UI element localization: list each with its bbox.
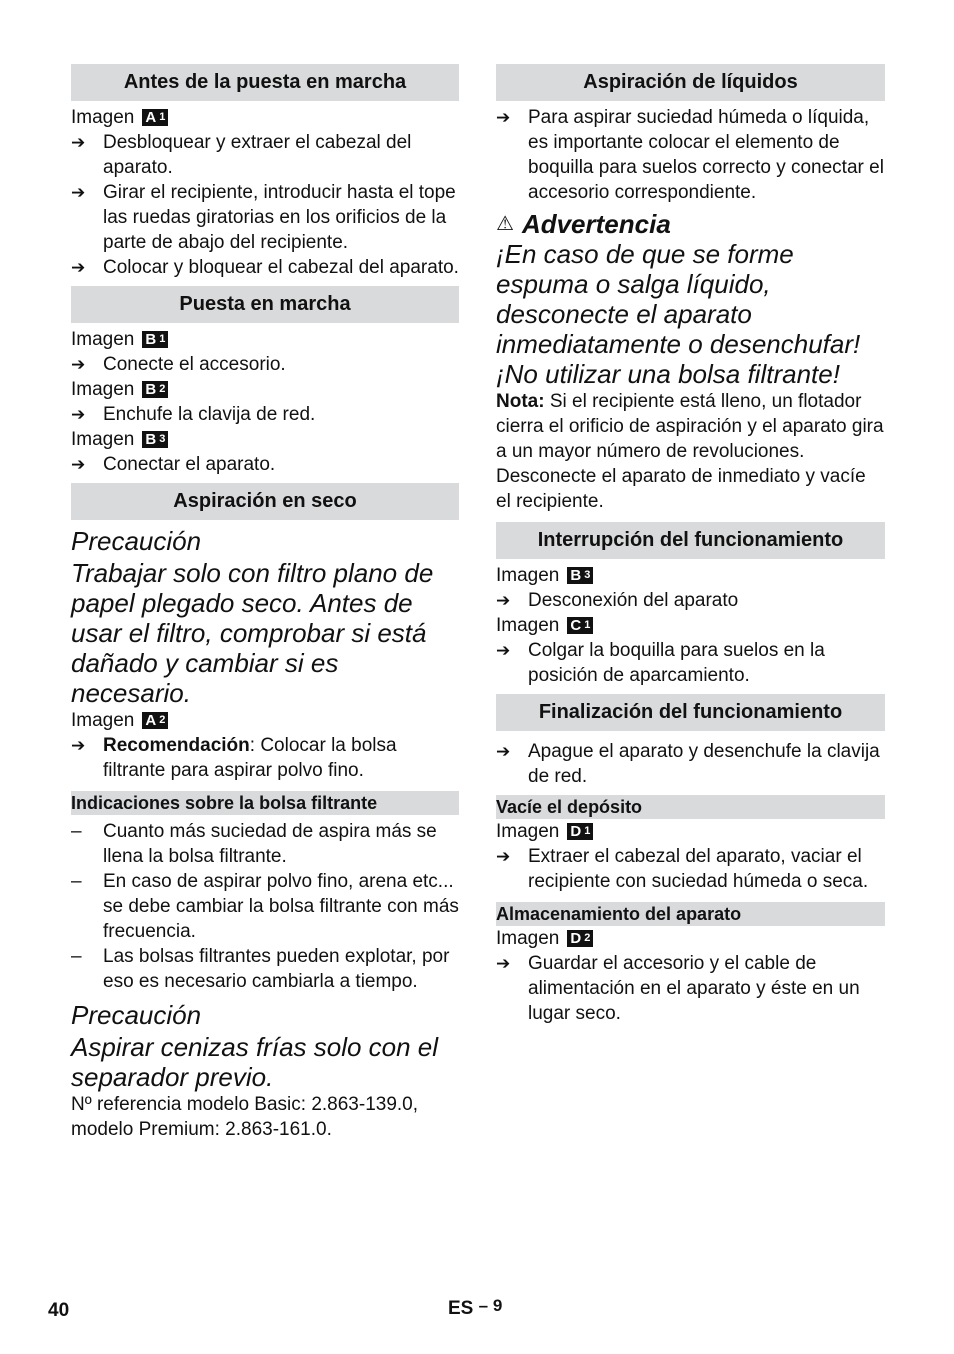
section-title-aspiracion-seco: Aspiración en seco xyxy=(71,483,459,520)
instruction-item: ➔ Colocar y bloquear el cabezal del aparato. xyxy=(71,257,459,278)
section-title-antes: Antes de la puesta en marcha xyxy=(71,64,459,101)
right-column xyxy=(496,64,885,1026)
instruction-item: ➔ Desbloquear y extraer el cabezal del aparato. xyxy=(71,132,412,178)
figure-badge: B 3 xyxy=(142,431,168,448)
instruction-item: ➔ Desconexión del aparato xyxy=(496,590,739,611)
figure-badge: C 1 xyxy=(567,617,593,634)
warning-text: ¡No utilizar una bolsa filtrante! xyxy=(496,359,840,389)
arrow-icon: ➔ xyxy=(496,591,511,610)
figure-badge: B 2 xyxy=(142,381,168,398)
section-title-almacenamiento: Almacenamiento del aparato xyxy=(496,902,885,926)
arrow-icon: ➔ xyxy=(496,641,511,660)
warning-triangle-icon: ⚠ xyxy=(496,213,514,235)
list-item: – Las bolsas filtrantes pueden explotar, por eso es necesario cambiarla a tiempo. xyxy=(71,946,450,992)
reference-text: Nº referencia modelo Basic: 2.863-139.0, modelo Premium: 2.863-161.0. xyxy=(71,1094,419,1140)
section-title-finalizacion: Finalización del funcionamiento xyxy=(496,694,885,731)
arrow-icon: ➔ xyxy=(496,847,511,866)
image-ref: Imagen B 3 xyxy=(496,563,885,588)
arrow-icon: ➔ xyxy=(71,736,86,755)
language-page-indicator: ES – 9 xyxy=(448,1296,503,1319)
arrow-icon: ➔ xyxy=(71,258,86,277)
image-ref: Imagen A 1 xyxy=(71,105,459,130)
figure-badge: B 3 xyxy=(567,567,593,584)
arrow-icon: ➔ xyxy=(71,455,86,474)
section-title-liquidos: Aspiración de líquidos xyxy=(496,64,885,101)
arrow-icon: ➔ xyxy=(71,405,86,424)
instruction-item: ➔ Extraer el cabezal del aparato, vaciar el recipiente con suciedad húmeda o seca. xyxy=(496,846,869,892)
warning-text: ¡En caso de que se forme espuma o salga líquido, desconecte el aparato inmediatamente o desenchufar! xyxy=(496,239,861,359)
image-ref: Imagen A 2 xyxy=(71,708,459,733)
image-ref: Imagen C 1 xyxy=(496,613,885,638)
arrow-icon: ➔ xyxy=(496,954,511,973)
note-text: Nota: Si el recipiente está lleno, un flotador cierra el orificio de aspiración y el aparato gira a un mayor número de revoluciones. Desconecte el aparato de inmediato y vacíe el recipiente. xyxy=(496,391,884,512)
section-title-puesta: Puesta en marcha xyxy=(71,286,459,323)
instruction-item: ➔ Conectar el aparato. xyxy=(71,454,276,475)
section-title-vacie: Vacíe el depósito xyxy=(496,795,885,819)
figure-badge: D 2 xyxy=(567,930,593,947)
arrow-icon: ➔ xyxy=(496,108,511,127)
list-item: – En caso de aspirar polvo fino, arena etc... se debe cambiar la bolsa filtrante con más frecuencia. xyxy=(71,871,459,942)
section-title-indicaciones: Indicaciones sobre la bolsa filtrante xyxy=(71,791,459,815)
warning-heading: ⚠ Advertencia xyxy=(496,209,671,239)
instruction-item: ➔ Colgar la boquilla para suelos en la posición de aparcamiento. xyxy=(496,640,825,686)
image-ref: Imagen B 3 xyxy=(71,427,459,452)
image-ref: Imagen B 2 xyxy=(71,377,459,402)
figure-badge: D 1 xyxy=(567,823,593,840)
caution-title: Precaución xyxy=(71,1000,202,1030)
image-ref: Imagen B 1 xyxy=(71,327,459,352)
instruction-item: ➔ Apague el aparato y desenchufe la clavija de red. xyxy=(496,741,880,787)
figure-badge: A 1 xyxy=(142,109,168,126)
section-title-interrupcion: Interrupción del funcionamiento xyxy=(496,522,885,559)
instruction-item: ➔ Girar el recipiente, introducir hasta el tope las ruedas giratorias en los orificios de la parte de abajo del recipiente. xyxy=(71,182,456,253)
arrow-icon: ➔ xyxy=(71,355,86,374)
figure-badge: A 2 xyxy=(142,712,168,729)
figure-badge: B 1 xyxy=(142,331,168,348)
arrow-icon: ➔ xyxy=(496,742,511,761)
caution-text: Aspirar cenizas frías solo con el separador previo. xyxy=(71,1032,439,1092)
instruction-item: ➔ Conecte el accesorio. xyxy=(71,354,286,375)
left-column xyxy=(71,64,459,1142)
image-ref: Imagen D 1 xyxy=(496,819,885,844)
instruction-item: ➔ Enchufe la clavija de red. xyxy=(71,404,316,425)
list-item: – Cuanto más suciedad de aspira más se llena la bolsa filtrante. xyxy=(71,821,437,867)
arrow-icon: ➔ xyxy=(71,183,86,202)
caution-title: Precaución xyxy=(71,526,202,556)
page-number: 40 xyxy=(48,1300,70,1321)
instruction-item: ➔ Para aspirar suciedad húmeda o líquida, es importante colocar el elemento de boquilla para suelos correcto y conectar el accesorio correspondiente. xyxy=(496,107,884,203)
arrow-icon: ➔ xyxy=(71,133,86,152)
caution-text: Trabajar solo con filtro plano de papel plegado seco. Antes de usar el filtro, comprobar si está dañado y cambiar si es necesario. xyxy=(71,558,434,708)
instruction-item: ➔ Guardar el accesorio y el cable de alimentación en el aparato y éste en un lugar seco. xyxy=(496,953,860,1024)
image-ref: Imagen D 2 xyxy=(496,926,885,951)
instruction-item: ➔ Recomendación: Colocar la bolsa filtrante para aspirar polvo fino. xyxy=(71,735,397,781)
